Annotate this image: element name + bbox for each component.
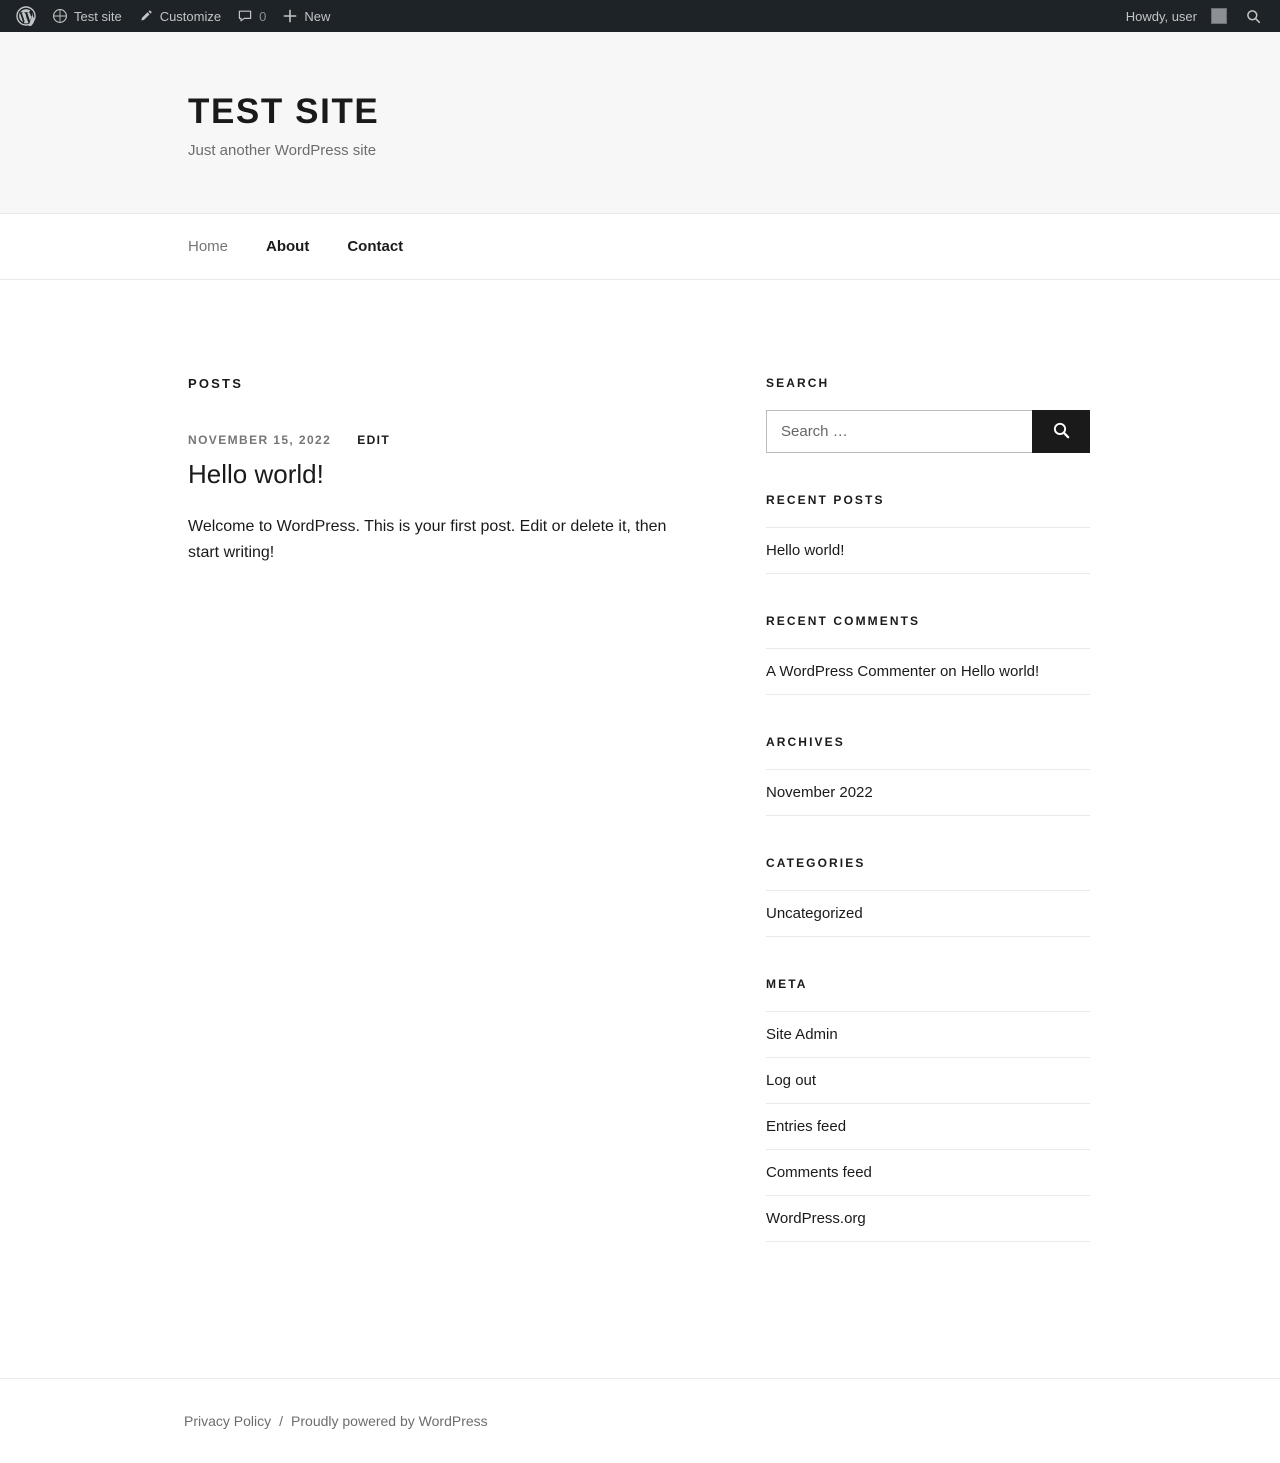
- list-item[interactable]: Log out: [766, 1058, 1090, 1104]
- avatar-icon: [1211, 8, 1227, 24]
- widget-archives-title: ARCHIVES: [766, 735, 845, 749]
- page-title[interactable]: TEST SITE: [188, 92, 380, 131]
- comment-bubble-icon: [237, 8, 253, 24]
- admin-bar-account[interactable]: [1118, 0, 1235, 32]
- widget-recent-comments: [766, 614, 1090, 695]
- admin-bar: [0, 0, 1280, 32]
- plus-icon: [282, 8, 298, 24]
- footer-credit-link[interactable]: Proudly powered by WordPress: [291, 1413, 488, 1429]
- primary-navigation: [0, 214, 1280, 280]
- admin-bar-site-name-label: Test site: [74, 8, 122, 24]
- list-item[interactable]: November 2022: [766, 769, 1090, 816]
- list-item[interactable]: Comments feed: [766, 1150, 1090, 1196]
- post-meta: [188, 433, 706, 447]
- search-icon: [1052, 421, 1071, 443]
- categories-list: [766, 890, 1090, 937]
- search-input[interactable]: [766, 410, 1032, 453]
- post-article: [188, 433, 706, 566]
- widget-recent-comments-title: RECENT COMMENTS: [766, 614, 921, 628]
- post-excerpt: Welcome to WordPress. This is your first post. Edit or delete it, then start writing!: [188, 518, 667, 561]
- list-item[interactable]: Entries feed: [766, 1104, 1090, 1150]
- footer-separator: /: [279, 1413, 284, 1429]
- widget-categories: [766, 856, 1090, 937]
- admin-bar-site-name[interactable]: [44, 0, 130, 32]
- admin-bar-comments-count: 0: [259, 8, 267, 24]
- pencil-icon: [138, 8, 154, 24]
- admin-bar-comments[interactable]: [229, 0, 274, 32]
- dashboard-icon: [52, 8, 68, 24]
- content-area: [0, 280, 1280, 1282]
- sidebar: [766, 376, 1090, 1282]
- comment-post-link[interactable]: Hello world!: [960, 663, 1040, 680]
- post-title[interactable]: Hello world!: [188, 459, 324, 489]
- comment-author[interactable]: A WordPress Commenter: [766, 663, 936, 680]
- search-submit-button[interactable]: [1032, 410, 1090, 453]
- main-content: [188, 376, 766, 1282]
- nav-item-contact[interactable]: Contact: [347, 238, 404, 255]
- admin-bar-howdy-label: Howdy, user: [1125, 8, 1197, 24]
- widget-search-title: SEARCH: [766, 376, 830, 390]
- footer-privacy-link[interactable]: Privacy Policy: [184, 1413, 272, 1429]
- admin-bar-right: [1118, 0, 1272, 32]
- post-date[interactable]: NOVEMBER 15, 2022: [188, 433, 332, 447]
- widget-recent-posts: [766, 493, 1090, 574]
- wordpress-logo-icon[interactable]: [8, 0, 44, 32]
- admin-bar-new-label: New: [304, 8, 331, 24]
- recent-posts-list: [766, 527, 1090, 574]
- list-item[interactable]: Site Admin: [766, 1011, 1090, 1058]
- admin-bar-customize-label: Customize: [159, 8, 222, 24]
- site-footer: [0, 1378, 1280, 1463]
- nav-item-home[interactable]: Home: [188, 238, 229, 255]
- list-item[interactable]: WordPress.org: [766, 1196, 1090, 1242]
- list-item[interactable]: Hello world!: [766, 527, 1090, 574]
- widget-meta: [766, 977, 1090, 1242]
- widget-categories-title: CATEGORIES: [766, 856, 866, 870]
- admin-bar-search-icon[interactable]: [1235, 0, 1272, 32]
- site-header: [0, 32, 1280, 214]
- archives-list: [766, 769, 1090, 816]
- widget-recent-posts-title: RECENT POSTS: [766, 493, 885, 507]
- site-tagline: Just another WordPress site: [188, 142, 377, 159]
- post-edit-link[interactable]: EDIT: [357, 433, 391, 447]
- search-form: [766, 410, 1090, 453]
- admin-bar-new[interactable]: [274, 0, 338, 32]
- widget-meta-title: META: [766, 977, 808, 991]
- admin-bar-customize[interactable]: [130, 0, 229, 32]
- meta-list: [766, 1011, 1090, 1242]
- comment-connector: on: [935, 663, 961, 680]
- widget-search: [766, 376, 1090, 453]
- list-item[interactable]: Uncategorized: [766, 890, 1090, 937]
- recent-comments-list: [766, 648, 1090, 695]
- list-item[interactable]: [766, 648, 1090, 695]
- widget-archives: [766, 735, 1090, 816]
- posts-section-heading: POSTS: [188, 376, 244, 391]
- nav-item-about[interactable]: About: [266, 238, 310, 255]
